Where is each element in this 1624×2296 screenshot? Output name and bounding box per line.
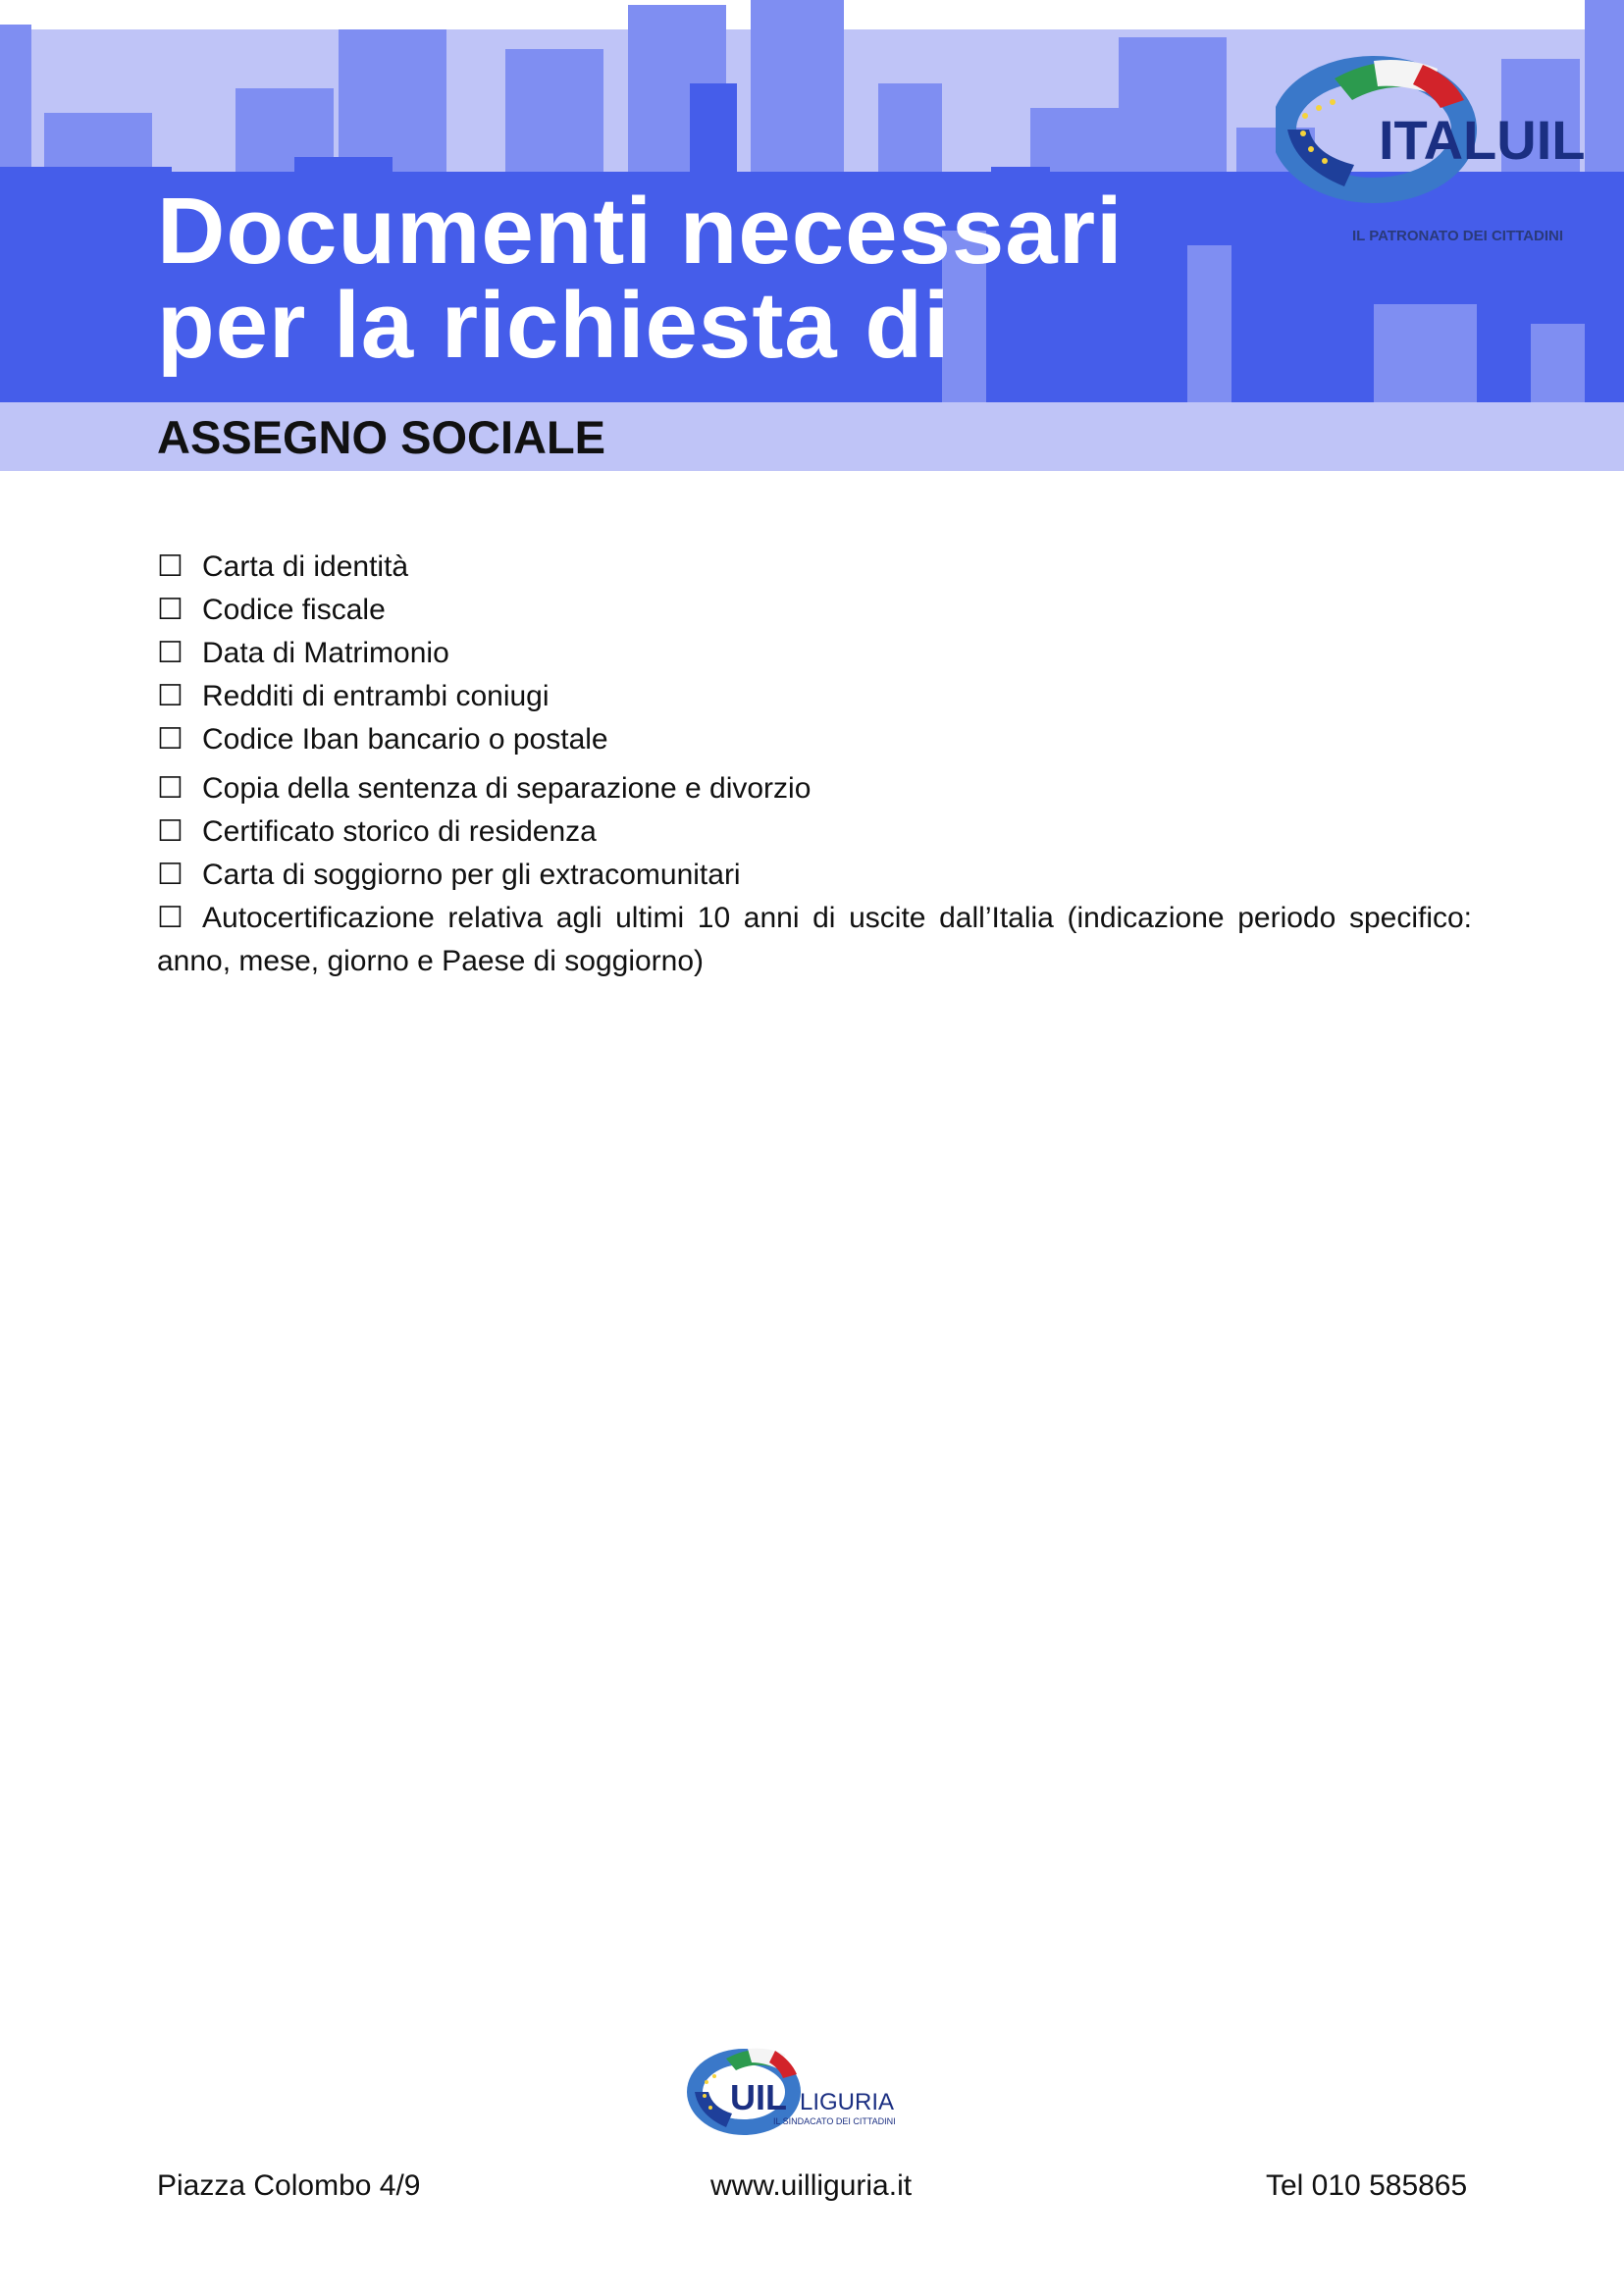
checkbox-icon: ☐ bbox=[157, 594, 183, 626]
checklist-item bbox=[157, 632, 1472, 675]
checkbox-icon: ☐ bbox=[157, 815, 183, 848]
italuil-logo bbox=[1276, 39, 1599, 245]
uil-logo-region-text: LIGURIA bbox=[800, 2089, 895, 2115]
checkbox-icon: ☐ bbox=[157, 772, 183, 805]
checkbox-icon: ☐ bbox=[157, 902, 183, 934]
document-subject: ASSEGNO SOCIALE bbox=[157, 411, 606, 463]
title-line-2: per la richiesta di bbox=[157, 273, 951, 378]
checklist-item-label: Codice Iban bancario o postale bbox=[202, 723, 608, 756]
checklist-item bbox=[157, 897, 1472, 983]
uil-logo-tagline: IL SINDACATO DEI CITTADINI bbox=[773, 2116, 896, 2126]
checklist-item-label: Carta di identità bbox=[202, 550, 409, 583]
checklist-item-label: Data di Matrimonio bbox=[202, 637, 449, 669]
title-line-1: Documenti necessari bbox=[157, 179, 1124, 284]
checklist-item bbox=[157, 854, 1472, 897]
uil-logo-bold-text: UIL bbox=[730, 2077, 787, 2117]
checklist-item bbox=[157, 589, 1472, 632]
checkbox-icon: ☐ bbox=[157, 550, 183, 583]
checkbox-icon: ☐ bbox=[157, 859, 183, 891]
checklist-item bbox=[157, 546, 1472, 589]
uil-liguria-logo bbox=[687, 2031, 922, 2144]
checkbox-icon: ☐ bbox=[157, 637, 183, 669]
checklist-item-label: Redditi di entrambi coniugi bbox=[202, 680, 550, 712]
checklist-item-label: Copia della sentenza di separazione e divorzio bbox=[202, 772, 812, 805]
footer-website-link[interactable]: www.uilliguria.it bbox=[710, 2169, 913, 2202]
checklist-item-label: Certificato storico di residenza bbox=[202, 815, 597, 848]
checklist-item bbox=[157, 810, 1472, 854]
documents-checklist bbox=[157, 546, 1472, 983]
footer-phone: Tel 010 585865 bbox=[1266, 2169, 1468, 2202]
checklist-item-label: Carta di soggiorno per gli extracomunitari bbox=[202, 859, 741, 891]
footer-address: Piazza Colombo 4/9 bbox=[157, 2169, 421, 2202]
checklist-item bbox=[157, 767, 1472, 810]
checkbox-icon: ☐ bbox=[157, 723, 183, 756]
page-title bbox=[157, 179, 1124, 378]
italuil-tagline: IL PATRONATO DEI CITTADINI bbox=[1352, 228, 1563, 244]
header-banner bbox=[0, 0, 1624, 402]
checklist-item bbox=[157, 675, 1472, 718]
checklist-item-label: Codice fiscale bbox=[202, 594, 386, 626]
checkbox-icon: ☐ bbox=[157, 680, 183, 712]
checklist-item-label: Autocertificazione relativa agli ultimi 10 anni di uscite dall’Italia (indicazione periodo specifico: anno, mese, giorno e Paese di soggiorno) bbox=[157, 902, 1472, 977]
italuil-brand-name: ITALUIL bbox=[1379, 109, 1586, 171]
checklist-item bbox=[157, 718, 1472, 761]
